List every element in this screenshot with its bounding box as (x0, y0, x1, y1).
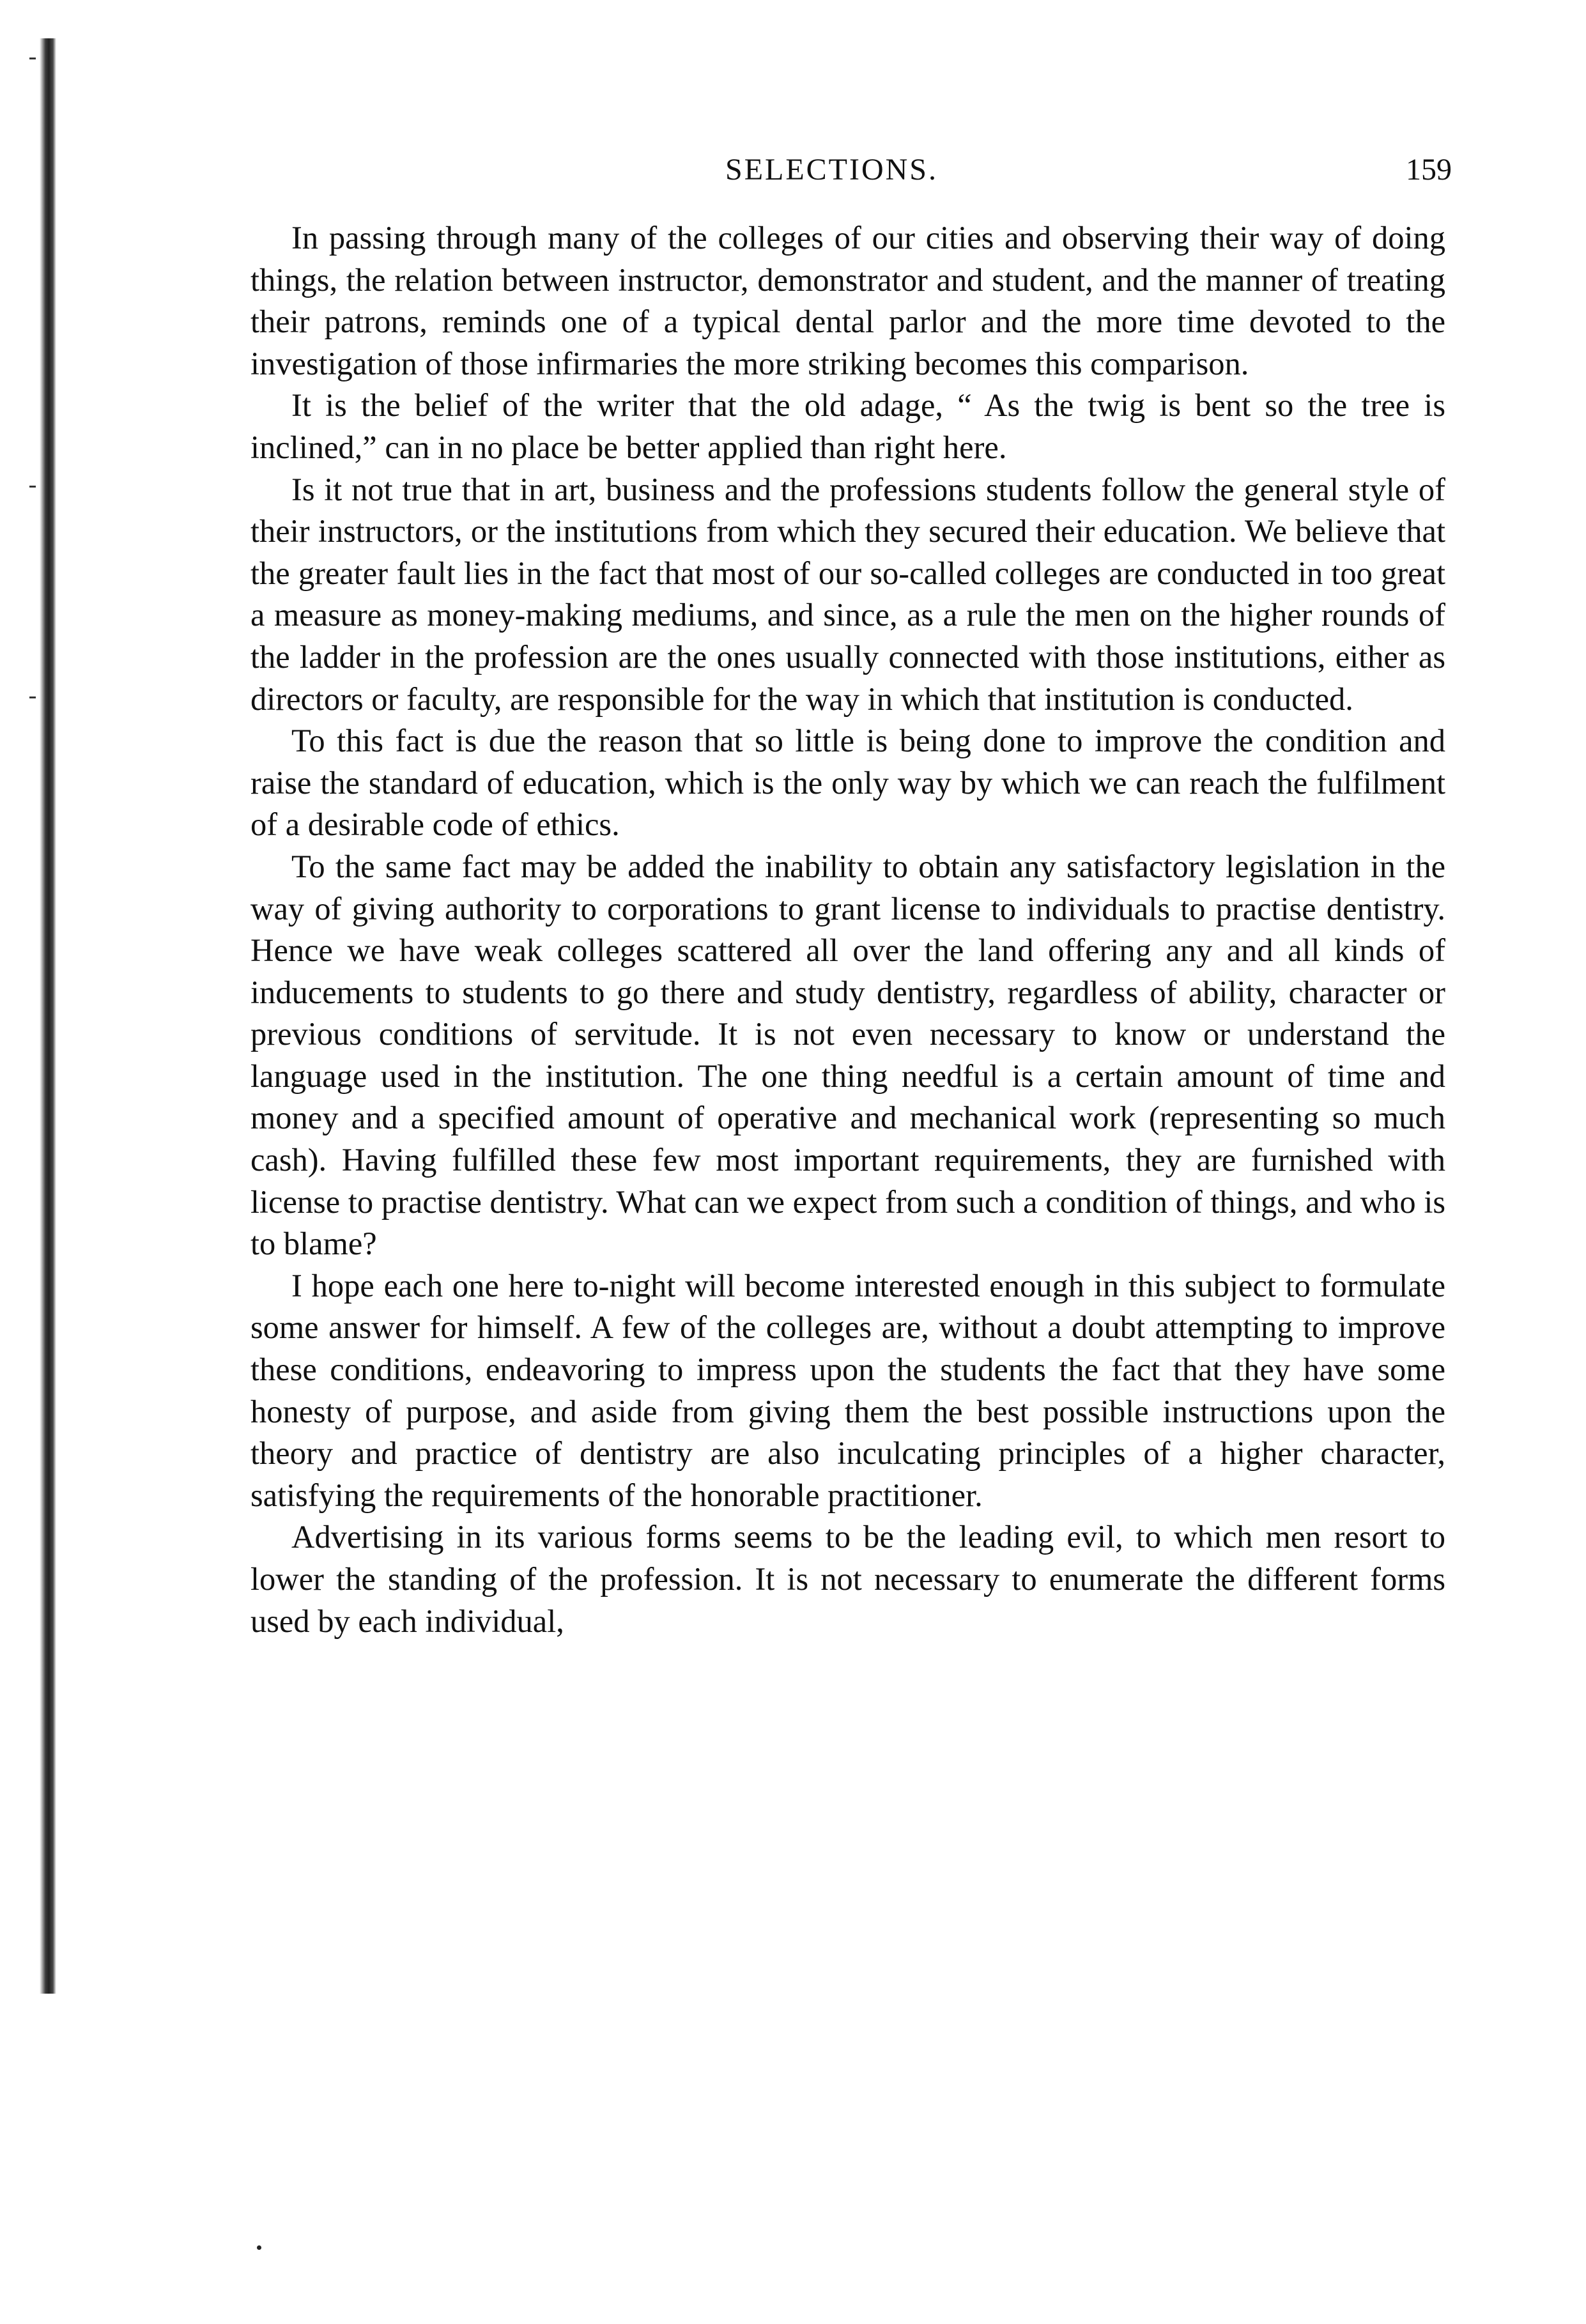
paragraph: To this fact is due the reason that so little is being done to improve the condition and raise the standard of education, which is the only way by which we can reach the fulfilment of a desirable code of ethics. (250, 723, 1445, 843)
paragraph: To the same fact may be added the inability to obtain any satisfactory legislation in the way of giving authority to corporations to grant license to individuals to practise dentistry. Hence we have weak colleges scattered all over the land offering any and all kinds of inducements to students to go there and study dentistry, regardless of ability, character or previous conditions of servitude. It is not even necessary to know or understand the language used in the institution. The one thing needful is a certain amount of time and money and a specified amount of operative and mechanical work (representing so much cash). Having fulfilled these few most important requirements, they are furnished with license to practise dentistry. What can we expect from such a condition of things, and who is to blame? (250, 848, 1445, 1262)
paragraph: It is the belief of the writer that the old adage, “ As the twig is bent so the tree is inclined,” can in no place be better applied than right here. (250, 387, 1445, 465)
paragraph: Advertising in its various forms seems to be the leading evil, to which men resort to lower the standing of the profession. It is not necessary to enumerate the different forms used by each individual, (250, 1519, 1445, 1639)
paragraph: Is it not true that in art, business and the professions students follow the general style of their instructors, or the institutions from which they secured their education. We believe that the greater fault lies in the fact that most of our so-called colleges are conducted in too great a measure as money-making mediums, and since, as a rule the men on the higher rounds of the ladder in the profession are the ones usually connected with those institutions, either as directors or faculty, are responsible for the way in which that institution is conducted. (250, 471, 1445, 717)
binding-speck (29, 58, 36, 59)
binding-edge-shadow (40, 38, 56, 1994)
page-number: 159 (1406, 153, 1452, 187)
binding-speck (29, 486, 36, 488)
body-text (250, 217, 1445, 1642)
running-head-title: SELECTIONS. (725, 153, 938, 187)
stray-ink-mark (257, 2245, 261, 2250)
binding-speck (29, 696, 36, 698)
paragraph: In passing through many of the colleges of our cities and observing their way of doing things, the relation between instructor, demonstrator and student, and the manner of treating their patrons, reminds one of a typical dental parlor and the more time devoted to the investigation of those infirmaries the more striking becomes this comparison. (250, 220, 1445, 381)
running-head (0, 152, 1586, 197)
paragraph: I hope each one here to-night will become interested enough in this subject to formulate some answer for himself. A few of the colleges are, without a doubt attempting to improve these conditions, endeavoring to impress upon the students the fact that they have some honesty of purpose, and aside from giving them the best possible instructions upon the theory and practice of dentistry are also inculcating principles of a higher character, satisfying the requirements of the honorable practitioner. (250, 1267, 1445, 1513)
